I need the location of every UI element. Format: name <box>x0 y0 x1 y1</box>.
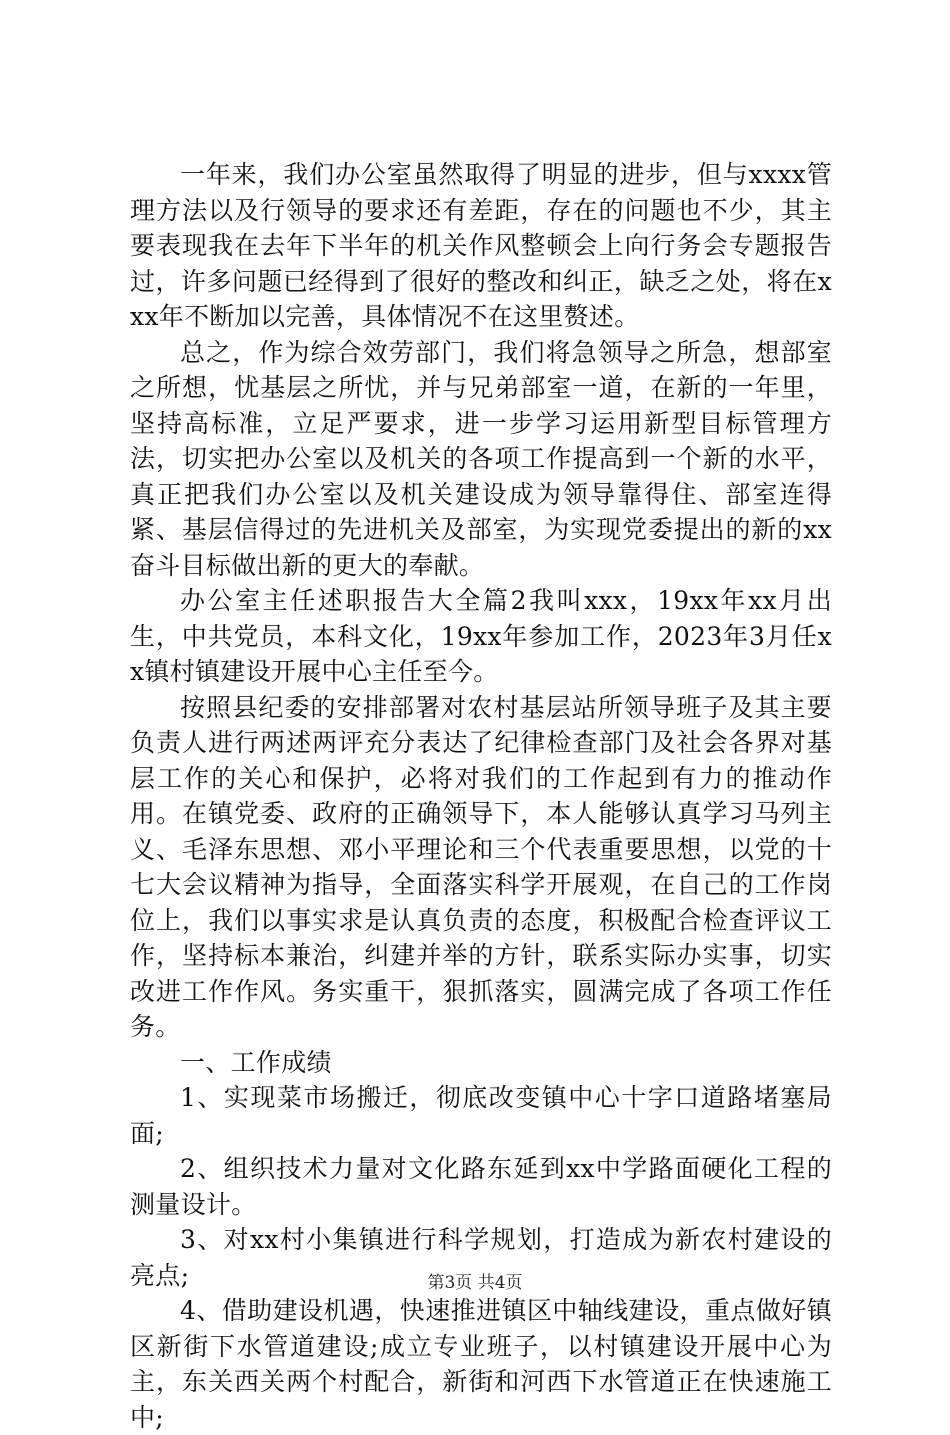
paragraph: 办公室主任述职报告大全篇2我叫xxx，19xx年xx月出生，中共党员，本科文化，19xx年参加工作，2023年3月任xx镇村镇建设开展中心主任至今。 <box>130 586 832 686</box>
page-footer: 第3页 共4页 <box>427 1273 523 1293</box>
paragraph: 一年来，我们办公室虽然取得了明显的进步，但与xxxx管理方法以及行领导的要求还有差距，存在的问题也不少，其主要表现我在去年下半年的机关作风整顿会上向行务会专题报告过，许多问题已经得到了很好的整改和纠正，缺乏之处，将在xxx年不断加以完善，具体情况不在这里赘述。 <box>130 160 832 331</box>
list-item: 4、借助建设机遇，快速推进镇区中轴线建设，重点做好镇区新街下水管道建设;成立专业班子，以村镇建设开展中心为主，东关西关两个村配合，新街和河西下水管道正在快速施工中; <box>130 1296 832 1432</box>
paragraph: 总之，作为综合效劳部门，我们将急领导之所急，想部室之所想，忧基层之所忧，并与兄弟部室一道，在新的一年里，坚持高标准，立足严要求，进一步学习运用新型目标管理方法，切实把办公室以及机关的各项工作提高到一个新的水平，真正把我们办公室以及机关建设成为领导靠得住、部室连得紧、基层信得过的先进机关及部室，为实现党委提出的新的xx奋斗目标做出新的更大的奉献。 <box>130 337 832 580</box>
list-item: 3、对xx村小集镇进行科学规划，打造成为新农村建设的亮点; <box>130 1225 832 1290</box>
list-item: 2、组织技术力量对文化路东延到xx中学路面硬化工程的测量设计。 <box>130 1154 832 1219</box>
paragraph: 按照县纪委的安排部署对农村基层站所领导班子及其主要负责人进行两述两评充分表达了纪律检查部门及社会各界对基层工作的关心和保护，必将对我们的工作起到有力的推动作用。在镇党委、政府的正确领导下，本人能够认真学习马列主义、毛泽东思想、邓小平理论和三个代表重要思想，以党的十七大会议精神为指导，全面落实科学开展观，在自己的工作岗位上，我们以事实求是认真负责的态度，积极配合检查评议工作，坚持标本兼治，纠建并举的方针，联系实际办实事，切实改进工作作风。务实重干，狠抓落实，圆满完成了各项工作任务。 <box>130 692 832 1041</box>
list-item: 1、实现菜市场搬迁，彻底改变镇中心十字口道路堵塞局面; <box>130 1083 832 1148</box>
document-body <box>130 157 832 1435</box>
section-heading: 一、工作成绩 <box>180 1047 332 1077</box>
